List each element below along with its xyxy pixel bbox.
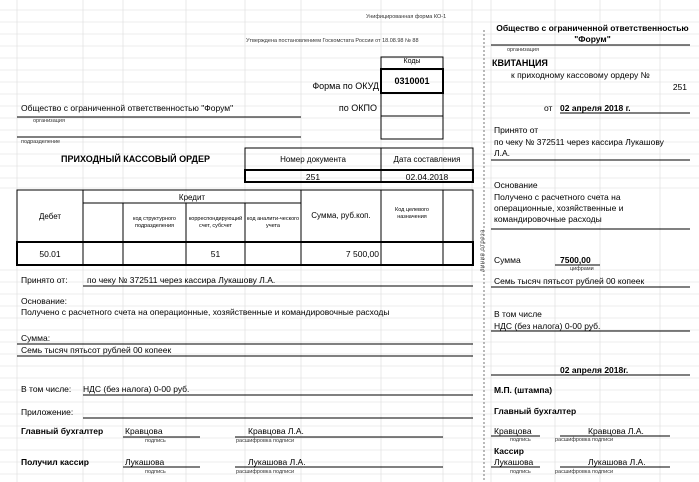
receipt-chief-signature[interactable]: Кравцова	[494, 426, 532, 436]
cashier-decode[interactable]: Лукашова Л.А.	[248, 457, 306, 467]
receipt-signature-caption-2: подпись	[510, 469, 531, 475]
receipt-date-2[interactable]: 02 апреля 2018г.	[560, 365, 629, 375]
basis-label: Основание:	[21, 296, 67, 306]
receipt-date-from: от	[544, 103, 553, 113]
col-corr-account: корреспондирующий счет, субсчет	[188, 216, 243, 229]
col-purpose-code: Код целевого назначения	[395, 207, 429, 220]
okud-code[interactable]: 0310001	[394, 76, 430, 86]
cashier-signature[interactable]: Лукашова	[125, 457, 165, 467]
decode-caption: расшифровка подписи	[236, 438, 295, 444]
receipt-chief-accountant-label: Главный бухгалтер	[494, 406, 577, 416]
chief-accountant-label: Главный бухгалтер	[21, 426, 104, 436]
received-from-value[interactable]: по чеку № 372511 через кассира Лукашову Л.А.	[87, 275, 276, 285]
okpo-label: по ОКПО	[338, 103, 377, 113]
receipt-signature-caption: подпись	[510, 437, 531, 443]
receipt-sum-label: Сумма	[494, 255, 521, 265]
col-sum: Сумма, руб.коп.	[311, 211, 371, 220]
receipt-cashier-label: Кассир	[494, 446, 524, 456]
receipt-sum-value[interactable]: 7500,00	[560, 255, 591, 265]
attachment-label: Приложение:	[21, 407, 74, 417]
receipt-including-label: В том числе	[494, 309, 542, 319]
receipt-stamp-label: М.П. (штампа)	[494, 385, 553, 395]
receipt-basis-label: Основание	[494, 180, 538, 190]
received-from-label: Принято от:	[21, 275, 68, 285]
receipt-cashier-decode[interactable]: Лукашова Л.А.	[588, 457, 646, 467]
cashier-label: Получил кассир	[21, 457, 89, 467]
signature-caption-2: подпись	[145, 469, 166, 475]
col-debit: Дебет	[38, 211, 62, 221]
receipt-date[interactable]: 02 апреля 2018 г.	[560, 103, 631, 113]
basis-value[interactable]: Получено с расчетного счета на операционные, хозяйственные и командировочные расходы	[21, 307, 390, 317]
doc-number-label: Номер документа	[280, 154, 346, 164]
receipt-org-caption: организация	[507, 47, 539, 53]
receipt-decode-caption: расшифровка подписи	[555, 437, 614, 443]
vat-value[interactable]: НДС (без налога) 0-00 руб.	[83, 384, 190, 394]
sum-label: Сумма:	[21, 333, 51, 343]
approval-note: Утверждена постановлением Госкомстата России от 18.08.98 № 88	[246, 38, 419, 44]
decode-caption-2: расшифровка подписи	[236, 469, 295, 475]
receipt-vat-value[interactable]: НДС (без налога) 0-00 руб.	[494, 321, 601, 331]
doc-number-value[interactable]: 251	[305, 172, 321, 182]
receipt-to-order: к приходному кассовому ордеру №	[511, 70, 650, 80]
codes-header: Коды	[403, 58, 421, 65]
division-caption: подразделение	[21, 139, 61, 145]
receipt-received-label: Принято от	[494, 125, 539, 135]
receipt-order-number[interactable]: 251	[672, 82, 687, 92]
chief-accountant-signature[interactable]: Кравцова	[125, 426, 163, 436]
receipt-received-value[interactable]: по чеку № 372511 через кассира Лукашову Л.А.	[494, 137, 664, 158]
receipt-title: КВИТАНЦИЯ	[492, 58, 548, 68]
doc-date-value[interactable]: 02.04.2018	[405, 172, 449, 182]
including-label: В том числе:	[21, 384, 72, 394]
col-struct-code: код структурного подразделения	[133, 216, 176, 229]
row-debit[interactable]: 50.01	[39, 249, 61, 259]
receipt-decode-caption-2: расшифровка подписи	[555, 469, 614, 475]
doc-date-label: Дата составления	[393, 154, 461, 164]
col-analytic-code: код аналити-ческого учета	[246, 216, 300, 229]
document-title: ПРИХОДНЫЙ КАССОВЫЙ ОРДЕР	[61, 154, 210, 164]
chief-accountant-decode[interactable]: Кравцова Л.А.	[248, 426, 304, 436]
okud-label: Форма по ОКУД	[312, 81, 379, 91]
receipt-digits-caption: цифрами	[570, 266, 594, 272]
tear-line-label: линия отреза	[480, 228, 486, 272]
receipt-cashier-signature[interactable]: Лукашова	[494, 457, 534, 467]
org-name[interactable]: Общество с ограниченной ответственностью "Форум"	[21, 103, 234, 113]
receipt-chief-decode[interactable]: Кравцова Л.А.	[588, 426, 644, 436]
row-sum[interactable]: 7 500,00	[345, 249, 379, 259]
unified-form-label: Унифицированная форма КО-1	[366, 14, 447, 20]
receipt-sum-in-words[interactable]: Семь тысяч пятьсот рублей 00 копеек	[494, 276, 645, 286]
row-corr-account[interactable]: 51	[210, 249, 221, 259]
receipt-org-name[interactable]: Общество с ограниченной ответственностью "Форум"	[496, 23, 689, 44]
sum-in-words[interactable]: Семь тысяч пятьсот рублей 00 копеек	[21, 345, 172, 355]
receipt-basis-value[interactable]: Получено с расчетного счета на операционные, хозяйственные и командировочные расходы	[494, 192, 624, 224]
org-caption: организация	[33, 118, 65, 124]
col-credit: Кредит	[178, 193, 206, 202]
signature-caption: подпись	[145, 438, 166, 444]
